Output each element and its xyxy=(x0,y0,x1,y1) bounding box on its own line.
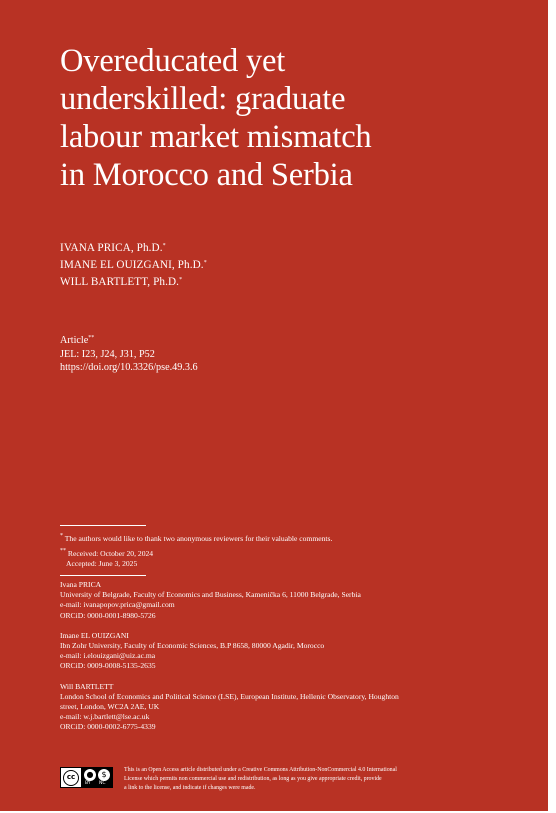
author-name: WILL BARTLETT, Ph.D. xyxy=(60,276,180,289)
affiliation-orcid: ORCiD: 0000-0002-6775-4339 xyxy=(60,722,156,732)
affiliation-address: University of Belgrade, Faculty of Economics and Business, Kamenička 6, 11000 Belgrade, Serbia xyxy=(60,590,361,600)
footnote-mark: * xyxy=(60,533,63,539)
license-text xyxy=(124,766,454,794)
affiliation-block xyxy=(60,580,460,621)
title-line: underskilled: graduate xyxy=(60,81,346,117)
accepted-date: Accepted: June 3, 2025 xyxy=(66,559,138,569)
author-footnote-mark: * xyxy=(162,243,166,249)
attribution-person-icon: ● xyxy=(84,769,96,781)
affiliation-divider xyxy=(60,575,146,576)
footnotes xyxy=(60,531,332,570)
affiliation-address: London School of Economics and Political Science (LSE), European Institute, Hellenic Observatory, Houghton xyxy=(60,691,399,701)
author-name: IVANA PRICA, Ph.D. xyxy=(60,242,163,254)
creative-commons-icon: cc xyxy=(63,770,79,786)
affiliation-name: Ivana PRICA xyxy=(60,580,102,589)
noncommercial-icon: $ xyxy=(98,769,110,781)
by-label: BY xyxy=(85,781,91,786)
thanks-text: The authors would like to thank two anonymous reviewers for their valuable comments. xyxy=(63,534,333,543)
affiliation-orcid: ORCiD: 0000-0001-8980-5726 xyxy=(60,610,156,620)
affiliation-orcid: ORCiD: 0009-0008-5135-2635 xyxy=(60,661,156,671)
article-meta xyxy=(60,332,198,375)
author-list xyxy=(60,239,207,291)
title-line: Overeducated yet xyxy=(60,43,286,79)
author-footnote-mark: * xyxy=(203,260,207,267)
article-type-label: Article xyxy=(60,335,89,346)
nc-label: NC xyxy=(99,781,106,786)
author-item xyxy=(60,256,207,273)
cc-badge-strip xyxy=(81,768,113,788)
footnote-mark: ** xyxy=(60,548,66,555)
license-section xyxy=(60,767,460,797)
article-type xyxy=(60,332,198,348)
affiliations xyxy=(60,580,460,743)
license-line: This is an Open Access article distributed under a Creative Commons Attribution-NonCommercial 4.0 International xyxy=(124,767,397,773)
article-footnote-mark: ** xyxy=(88,335,95,341)
affiliation-address: street, London, WC2A 2AE, UK xyxy=(60,702,160,712)
affiliation-block xyxy=(60,631,460,672)
thanks-footnote xyxy=(60,531,332,544)
affiliation-address: Ibn Zohr University, Faculty of Economic Sciences, B.P 8658, 80000 Agadir, Morocco xyxy=(60,641,325,651)
affiliation-email[interactable]: e-mail: ivanapopov.prica@gmail.com xyxy=(60,600,175,610)
author-item xyxy=(60,273,207,290)
affiliation-email[interactable]: e-mail: i.elouizgani@uiz.ac.ma xyxy=(60,651,156,661)
author-footnote-mark: * xyxy=(179,277,183,284)
affiliation-block xyxy=(60,682,460,733)
license-line: License which permits non commercial use and redistribution, as long as you give appropriate credit, provide xyxy=(124,776,382,783)
cc-by-nc-badge[interactable] xyxy=(60,767,113,788)
received-date xyxy=(60,546,332,559)
affiliation-name: Will BARTLETT xyxy=(60,681,114,691)
article-title xyxy=(60,42,500,194)
jel-codes: JEL: I23, J24, J31, P52 xyxy=(60,348,155,360)
doi-link[interactable]: https://doi.org/10.3326/pse.49.3.6 xyxy=(60,362,198,374)
title-line: in Morocco and Serbia xyxy=(60,157,353,193)
title-line: labour market mismatch xyxy=(60,119,372,155)
author-name: IMANE EL OUIZGANI, Ph.D. xyxy=(60,259,204,272)
license-line: a link to the license, and indicate if changes were made. xyxy=(124,785,256,792)
affiliation-email[interactable]: e-mail: w.j.bartlett@lse.ac.uk xyxy=(60,712,150,722)
author-item xyxy=(60,239,207,256)
footnote-divider xyxy=(60,525,146,526)
affiliation-name: Imane EL OUIZGANI xyxy=(60,630,129,640)
received-text: Received: October 20, 2024 xyxy=(66,549,154,559)
